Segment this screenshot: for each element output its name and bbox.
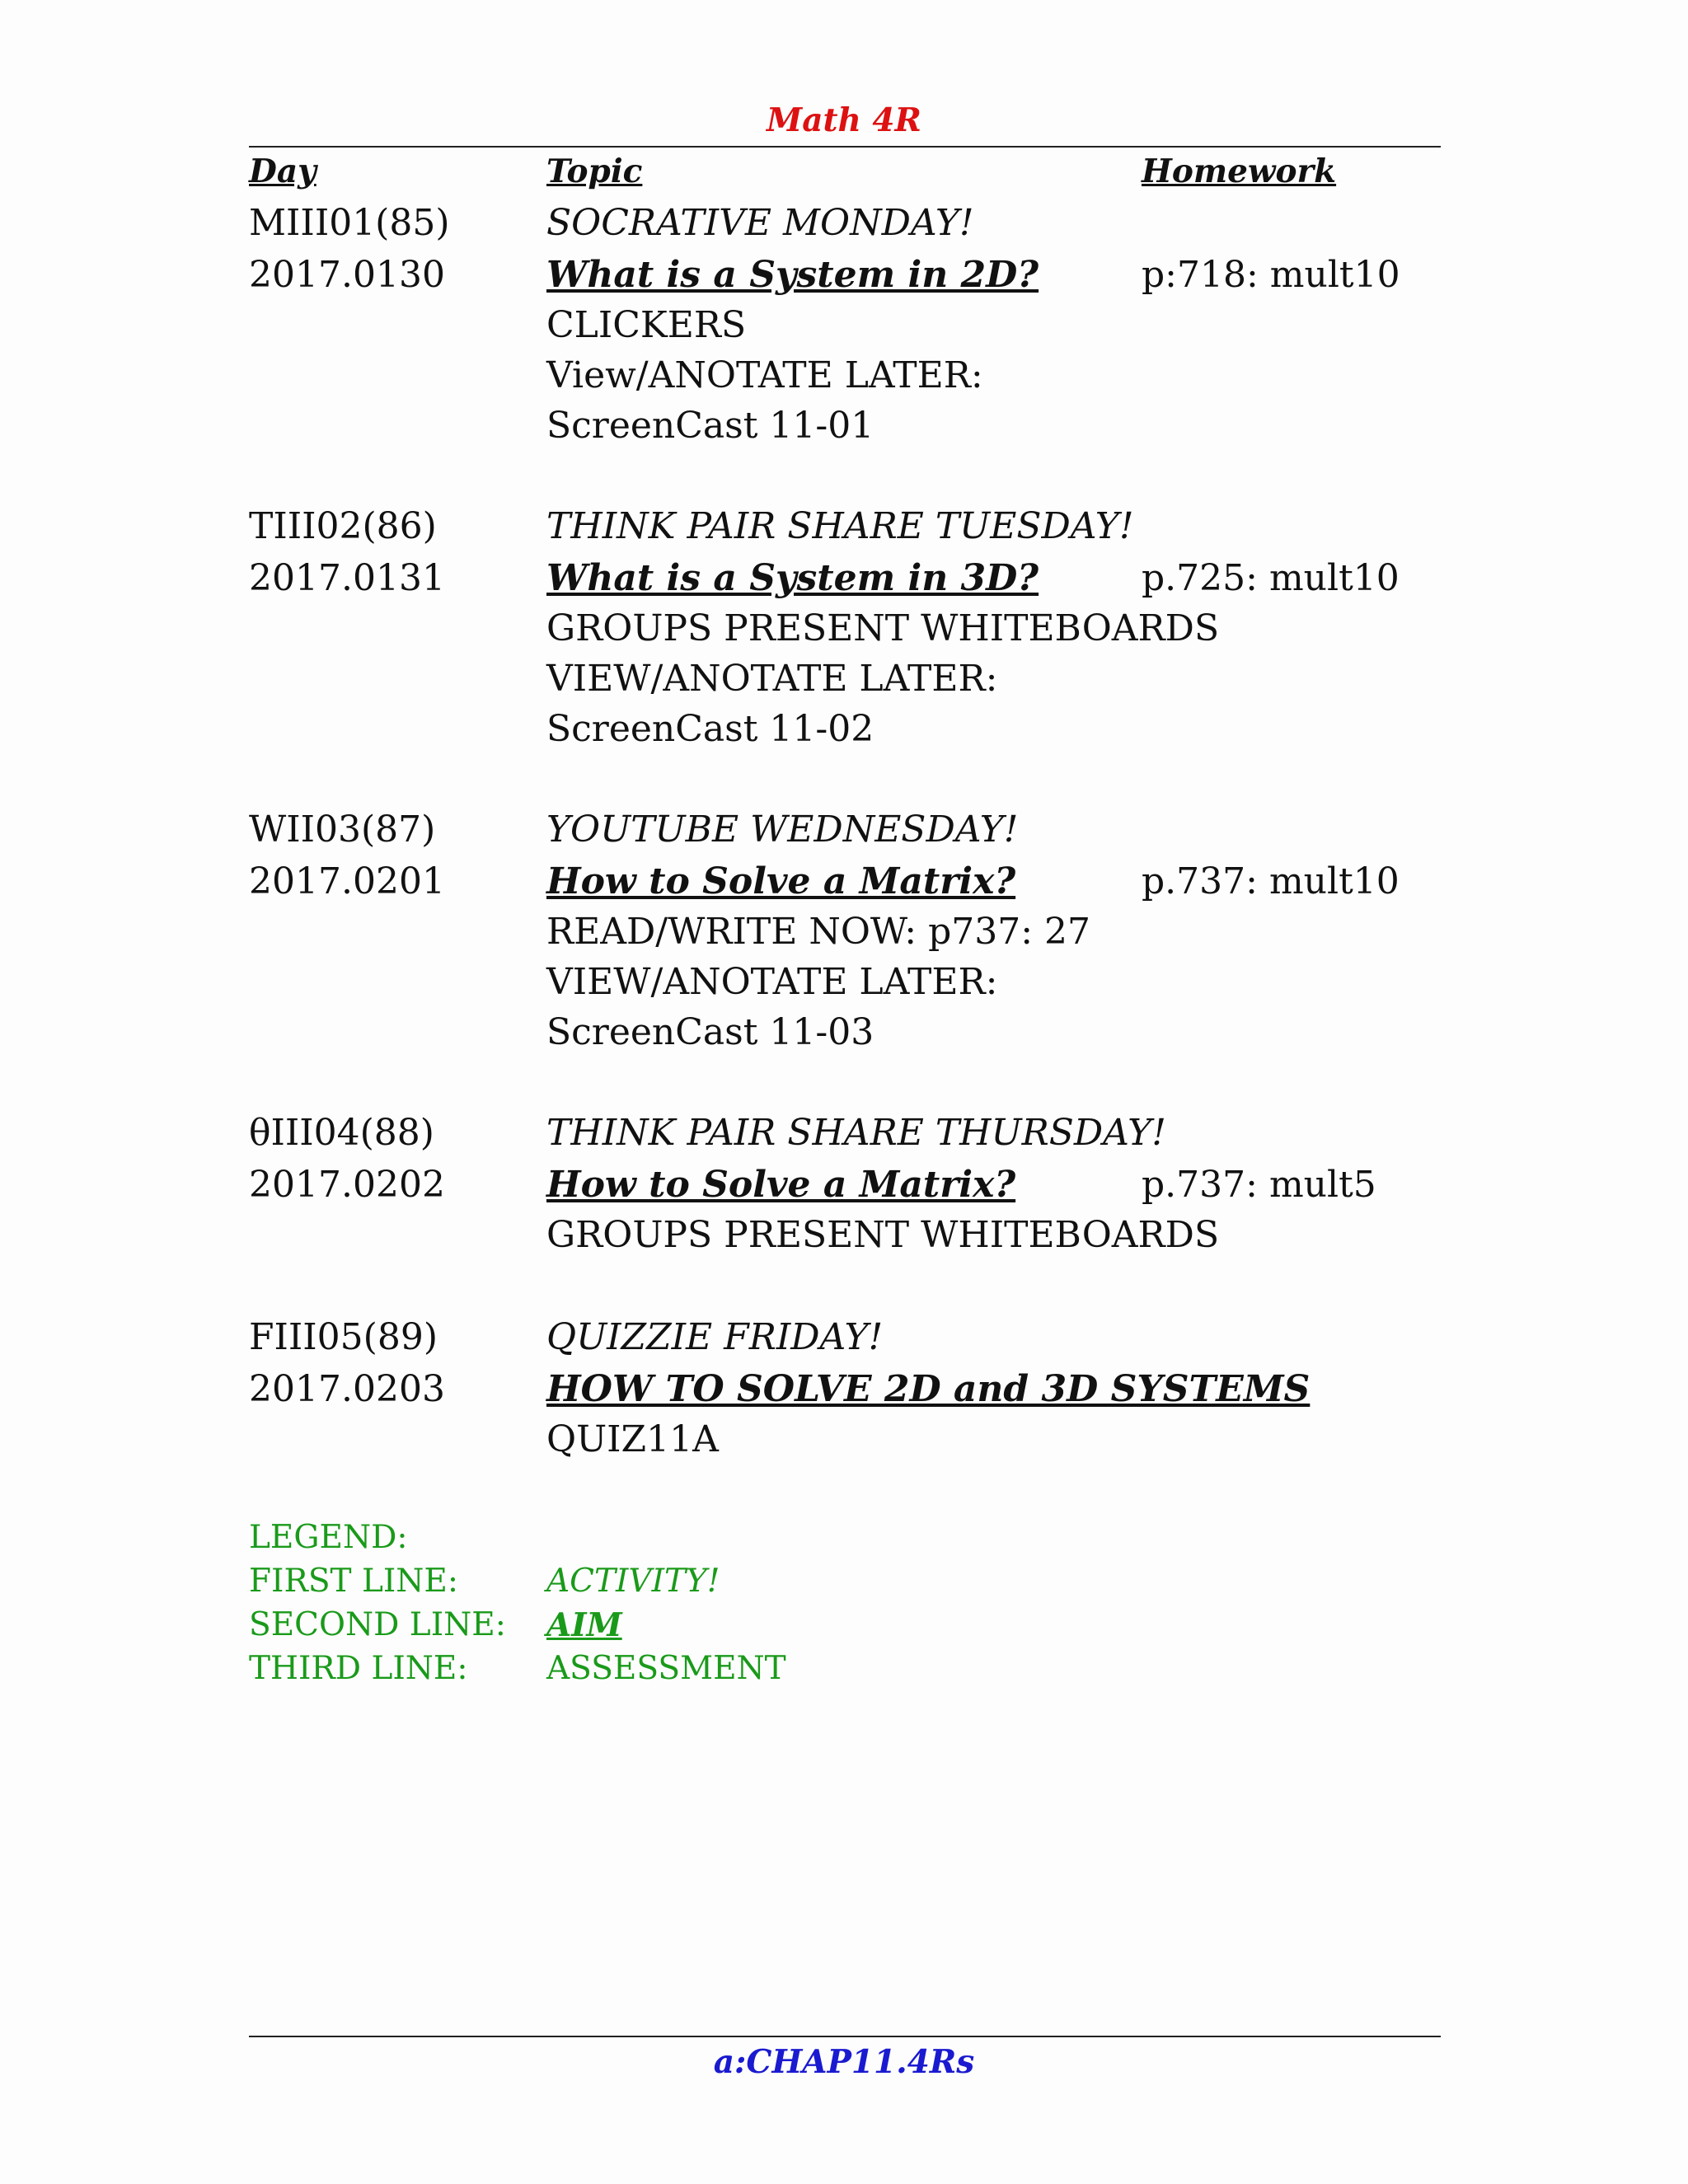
day-date: 2017.0130: [249, 254, 445, 296]
day-code: MIII01(85): [249, 202, 450, 244]
aim-line: How to Solve a Matrix?: [546, 860, 1016, 902]
day-date: 2017.0202: [249, 1164, 445, 1206]
assessment-line: View/ANOTATE LATER:: [546, 354, 983, 396]
aim-line: What is a System in 3D?: [546, 557, 1039, 599]
day-code: WII03(87): [249, 808, 436, 851]
homework-assignment: p:718: mult10: [1142, 254, 1400, 296]
legend-third-label: THIRD LINE:: [249, 1650, 468, 1687]
homework-assignment: p.737: mult10: [1142, 860, 1400, 902]
assessment-line: QUIZ11A: [546, 1418, 719, 1460]
activity-line: THINK PAIR SHARE THURSDAY!: [546, 1112, 1166, 1154]
legend-third-value: ASSESSMENT: [546, 1650, 786, 1687]
activity-line: SOCRATIVE MONDAY!: [546, 202, 974, 244]
column-header-topic: Topic: [546, 152, 643, 190]
schedule-entry-monday: [0, 198, 1688, 501]
homework-assignment: p.737: mult5: [1142, 1164, 1376, 1206]
assessment-line: ScreenCast 11-02: [546, 708, 874, 750]
assessment-line: ScreenCast 11-03: [546, 1011, 874, 1053]
schedule-table: [0, 198, 1688, 1469]
aim-line: What is a System in 2D?: [546, 254, 1039, 296]
page-title: Math 4R: [767, 101, 921, 139]
assessment-line: GROUPS PRESENT WHITEBOARDS: [546, 607, 1220, 649]
aim-line: HOW TO SOLVE 2D and 3D SYSTEMS: [546, 1368, 1311, 1410]
activity-line: QUIZZIE FRIDAY!: [546, 1316, 884, 1358]
day-date: 2017.0201: [249, 860, 445, 902]
activity-line: THINK PAIR SHARE TUESDAY!: [546, 505, 1134, 547]
schedule-entry-tuesday: [0, 501, 1688, 804]
day-code: TIII02(86): [249, 505, 437, 547]
column-header-day: Day: [249, 152, 316, 190]
footer-rule: [249, 2036, 1441, 2037]
schedule-entry-thursday: [0, 1108, 1688, 1312]
assessment-line: VIEW/ANOTATE LATER:: [546, 658, 998, 700]
day-code: FIII05(89): [249, 1316, 438, 1358]
day-date: 2017.0203: [249, 1368, 445, 1410]
schedule-entry-wednesday: [0, 804, 1688, 1108]
schedule-entry-friday: [0, 1312, 1688, 1469]
legend-first-label: FIRST LINE:: [249, 1563, 458, 1600]
assessment-line: GROUPS PRESENT WHITEBOARDS: [546, 1214, 1220, 1256]
activity-line: YOUTUBE WEDNESDAY!: [546, 808, 1019, 851]
homework-assignment: p.725: mult10: [1142, 557, 1400, 599]
header-rule: [249, 146, 1441, 148]
assessment-line: ScreenCast 11-01: [546, 405, 874, 447]
legend-second-value: AIM: [546, 1606, 622, 1644]
day-code: θIII04(88): [249, 1112, 434, 1154]
legend-second-label: SECOND LINE:: [249, 1606, 506, 1643]
legend-first-value: ACTIVITY!: [546, 1563, 720, 1600]
assessment-line: VIEW/ANOTATE LATER:: [546, 961, 998, 1003]
column-header-homework: Homework: [1142, 152, 1337, 190]
day-date: 2017.0131: [249, 557, 445, 599]
footer-filename: a:CHAP11.4Rs: [713, 2043, 975, 2081]
aim-line: How to Solve a Matrix?: [546, 1164, 1016, 1206]
legend-title: LEGEND:: [249, 1519, 408, 1556]
assessment-line: READ/WRITE NOW: p737: 27: [546, 911, 1091, 953]
assessment-line: CLICKERS: [546, 304, 747, 346]
